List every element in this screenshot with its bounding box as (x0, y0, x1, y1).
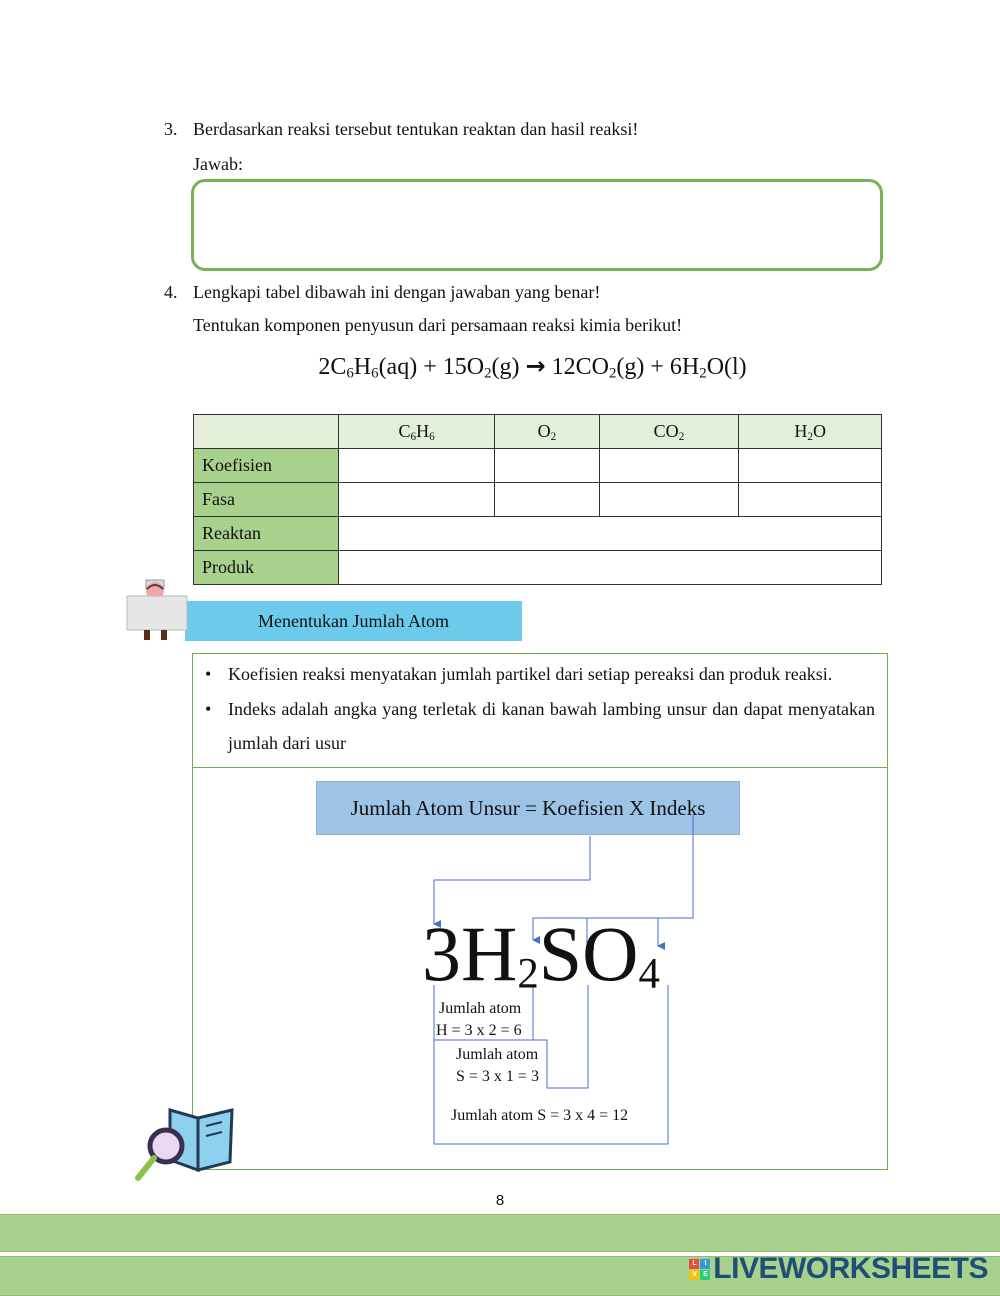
logo-tiles-icon: L I V E (689, 1259, 710, 1280)
answer-label: Jawab: (193, 154, 243, 174)
row-label-fasa: Fasa (194, 483, 339, 517)
panel-divider (192, 767, 888, 768)
bullet-item: • Koefisien reaksi menyatakan jumlah partikel dari setiap pereaksi dan produk reaksi. (205, 657, 875, 691)
note-oxygen: Jumlah atom S = 3 x 4 = 12 (451, 1107, 629, 1124)
answer-cell[interactable] (599, 449, 739, 483)
arrow-icon: → (525, 352, 546, 380)
bullet-dot-icon: • (205, 699, 212, 719)
book-magnifier-icon (134, 1104, 238, 1184)
footer-bar-top (0, 1214, 1000, 1252)
components-table (193, 414, 882, 585)
question-3-text: Berdasarkan reaksi tersebut tentukan reaktan dan hasil reaksi! (193, 119, 639, 139)
logo-text: LIVEWORKSHEETS (713, 1252, 988, 1285)
answer-input-box[interactable] (191, 179, 883, 271)
sulfuric-acid-formula: $3H_2SO_4$ (422, 910, 660, 998)
answer-cell[interactable] (339, 449, 495, 483)
row-label-produk: Produk (194, 551, 339, 585)
student-holding-sign-icon (124, 574, 192, 644)
note-hydrogen: Jumlah atom H = 3 x 2 = 6 (436, 1000, 522, 1039)
note-sulfur: Jumlah atom S = 3 x 1 = 3 (456, 1046, 539, 1085)
header-c6h6: $C_6H_6$ (339, 415, 495, 449)
question-4-subtext: Tentukan komponen penyusun dari persamaan reaksi kimia berikut! (193, 315, 683, 335)
bullet-dot-icon: • (205, 664, 212, 684)
header-h2o: $H_2O$ (739, 415, 882, 449)
question-4-number: 4. (164, 282, 178, 302)
header-co2: $CO_2$ (599, 415, 739, 449)
row-label-koefisien: Koefisien (194, 449, 339, 483)
answer-cell[interactable] (599, 483, 739, 517)
formula-box: Jumlah Atom Unsur = Koefisien X Indeks (316, 781, 740, 835)
answer-cell[interactable] (495, 449, 599, 483)
answer-cell[interactable] (339, 483, 495, 517)
table-corner-cell (194, 415, 339, 449)
row-label-reaktan: Reaktan (194, 517, 339, 551)
reaction-equation: $2C_6H_6(aq) + 15O_2(g) \to 12CO_2(g) + 6H_2O(l)$ (318, 352, 747, 382)
answer-cell-wide[interactable] (339, 517, 882, 551)
answer-cell[interactable] (739, 483, 882, 517)
answer-cell-wide[interactable] (339, 551, 882, 585)
header-o2: $O_2$ (495, 415, 599, 449)
answer-cell[interactable] (495, 483, 599, 517)
section-title: Menentukan Jumlah Atom (258, 610, 449, 631)
section-banner (185, 601, 522, 641)
liveworksheets-logo[interactable] (689, 1252, 988, 1286)
question-3-number: 3. (164, 119, 178, 139)
answer-cell[interactable] (739, 449, 882, 483)
question-4-text: Lengkapi tabel dibawah ini dengan jawaban yang benar! (193, 282, 601, 302)
bullet-item: • Indeks adalah angka yang terletak di kanan bawah lambing unsur dan dapat menyatakan jumlah dari usur (205, 692, 875, 760)
page-number: 8 (495, 1192, 505, 1209)
